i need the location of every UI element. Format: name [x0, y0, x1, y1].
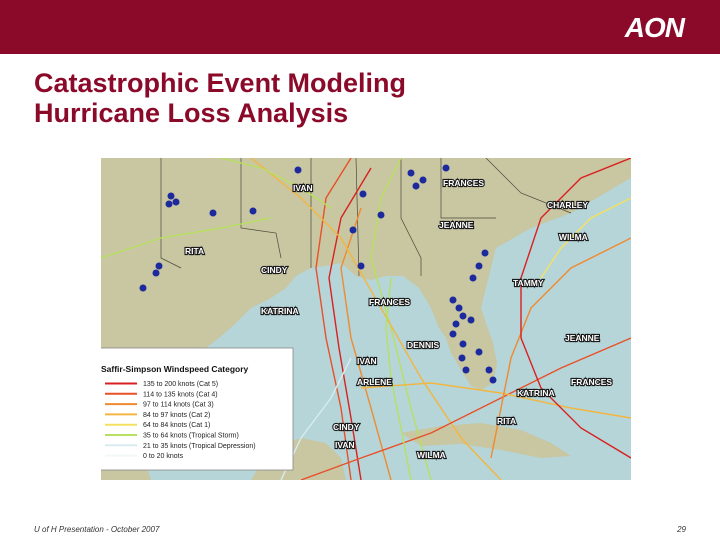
storm-label-cindy: CINDY: [261, 265, 288, 275]
loss-dot: [350, 227, 357, 234]
storm-label-rita: RITA: [185, 246, 205, 256]
loss-dot: [460, 313, 467, 320]
storm-label-frances-3: FRANCES: [571, 377, 613, 387]
storm-label-wilma-2: WILMA: [417, 450, 446, 460]
loss-dot: [140, 285, 147, 292]
storm-label-tammy: TAMMY: [513, 278, 544, 288]
legend-item-label: 97 to 114 knots (Cat 3): [143, 401, 214, 409]
loss-dot: [420, 177, 427, 184]
loss-dot: [476, 263, 483, 270]
storm-label-dennis: DENNIS: [407, 340, 440, 350]
loss-dot: [153, 270, 160, 277]
legend-item-label: 0 to 20 knots: [143, 453, 184, 461]
title-line-2: Hurricane Loss Analysis: [34, 98, 349, 128]
legend-item-label: 135 to 200 knots (Cat 5): [143, 381, 219, 388]
hurricane-track-map: [101, 158, 631, 480]
legend-item-label: 21 to 35 knots (Tropical Depression): [143, 442, 256, 450]
storm-label-katrina-2: KATRINA: [517, 388, 555, 398]
loss-dot: [358, 263, 365, 270]
aon-logo: AON: [624, 12, 684, 43]
storm-label-wilma: WILMA: [559, 232, 588, 242]
loss-dot: [250, 208, 257, 215]
legend-item-label: 114 to 135 knots (Cat 4): [143, 391, 218, 399]
storm-label-jeanne: JEANNE: [439, 220, 474, 230]
storm-label-ivan-3: IVAN: [335, 440, 355, 450]
loss-dot: [468, 317, 475, 324]
legend-title: Saffir-Simpson Windspeed Category: [101, 364, 249, 374]
loss-dot: [450, 297, 457, 304]
storm-label-ivan-2: IVAN: [357, 356, 377, 366]
storm-label-ivan: IVAN: [293, 183, 313, 193]
loss-dot: [482, 250, 489, 257]
loss-dot: [486, 367, 493, 374]
loss-dot: [156, 263, 163, 270]
loss-dot: [360, 191, 367, 198]
storm-label-jeanne-2: JEANNE: [565, 333, 600, 343]
loss-dot: [450, 331, 457, 338]
loss-dot: [413, 183, 420, 190]
loss-dot: [463, 367, 470, 374]
legend-item-label: 35 to 64 knots (Tropical Storm): [143, 432, 239, 440]
loss-dot: [456, 305, 463, 312]
loss-dot: [408, 170, 415, 177]
loss-dot: [460, 341, 467, 348]
loss-dot: [476, 349, 483, 356]
loss-dot: [168, 193, 175, 200]
header-bar: [0, 0, 720, 54]
storm-label-charley: CHARLEY: [547, 200, 589, 210]
storm-label-rita-2: RITA: [497, 416, 517, 426]
title-line-1: Catastrophic Event Modeling: [34, 68, 407, 98]
loss-dot: [470, 275, 477, 282]
loss-dot: [459, 355, 466, 362]
legend-item-label: 64 to 84 knots (Cat 1): [143, 422, 211, 430]
loss-dot: [443, 165, 450, 172]
loss-dot: [166, 201, 173, 208]
legend-item-label: 84 to 97 knots (Cat 2): [143, 411, 211, 419]
map-legend: [101, 348, 293, 470]
loss-dot: [453, 321, 460, 328]
loss-dot: [173, 199, 180, 206]
page-number: 29: [677, 525, 686, 534]
loss-dot: [295, 167, 302, 174]
loss-dot: [378, 212, 385, 219]
loss-dot: [210, 210, 217, 217]
storm-label-cindy-2: CINDY: [333, 422, 360, 432]
loss-dot: [490, 377, 497, 384]
storm-label-arlene: ARLENE: [357, 377, 392, 387]
page-title: [34, 68, 406, 128]
storm-label-frances: FRANCES: [443, 178, 485, 188]
storm-label-frances-2: FRANCES: [369, 297, 411, 307]
footer-presentation-label: U of H Presentation - October 2007: [34, 525, 160, 534]
storm-label-katrina: KATRINA: [261, 306, 299, 316]
